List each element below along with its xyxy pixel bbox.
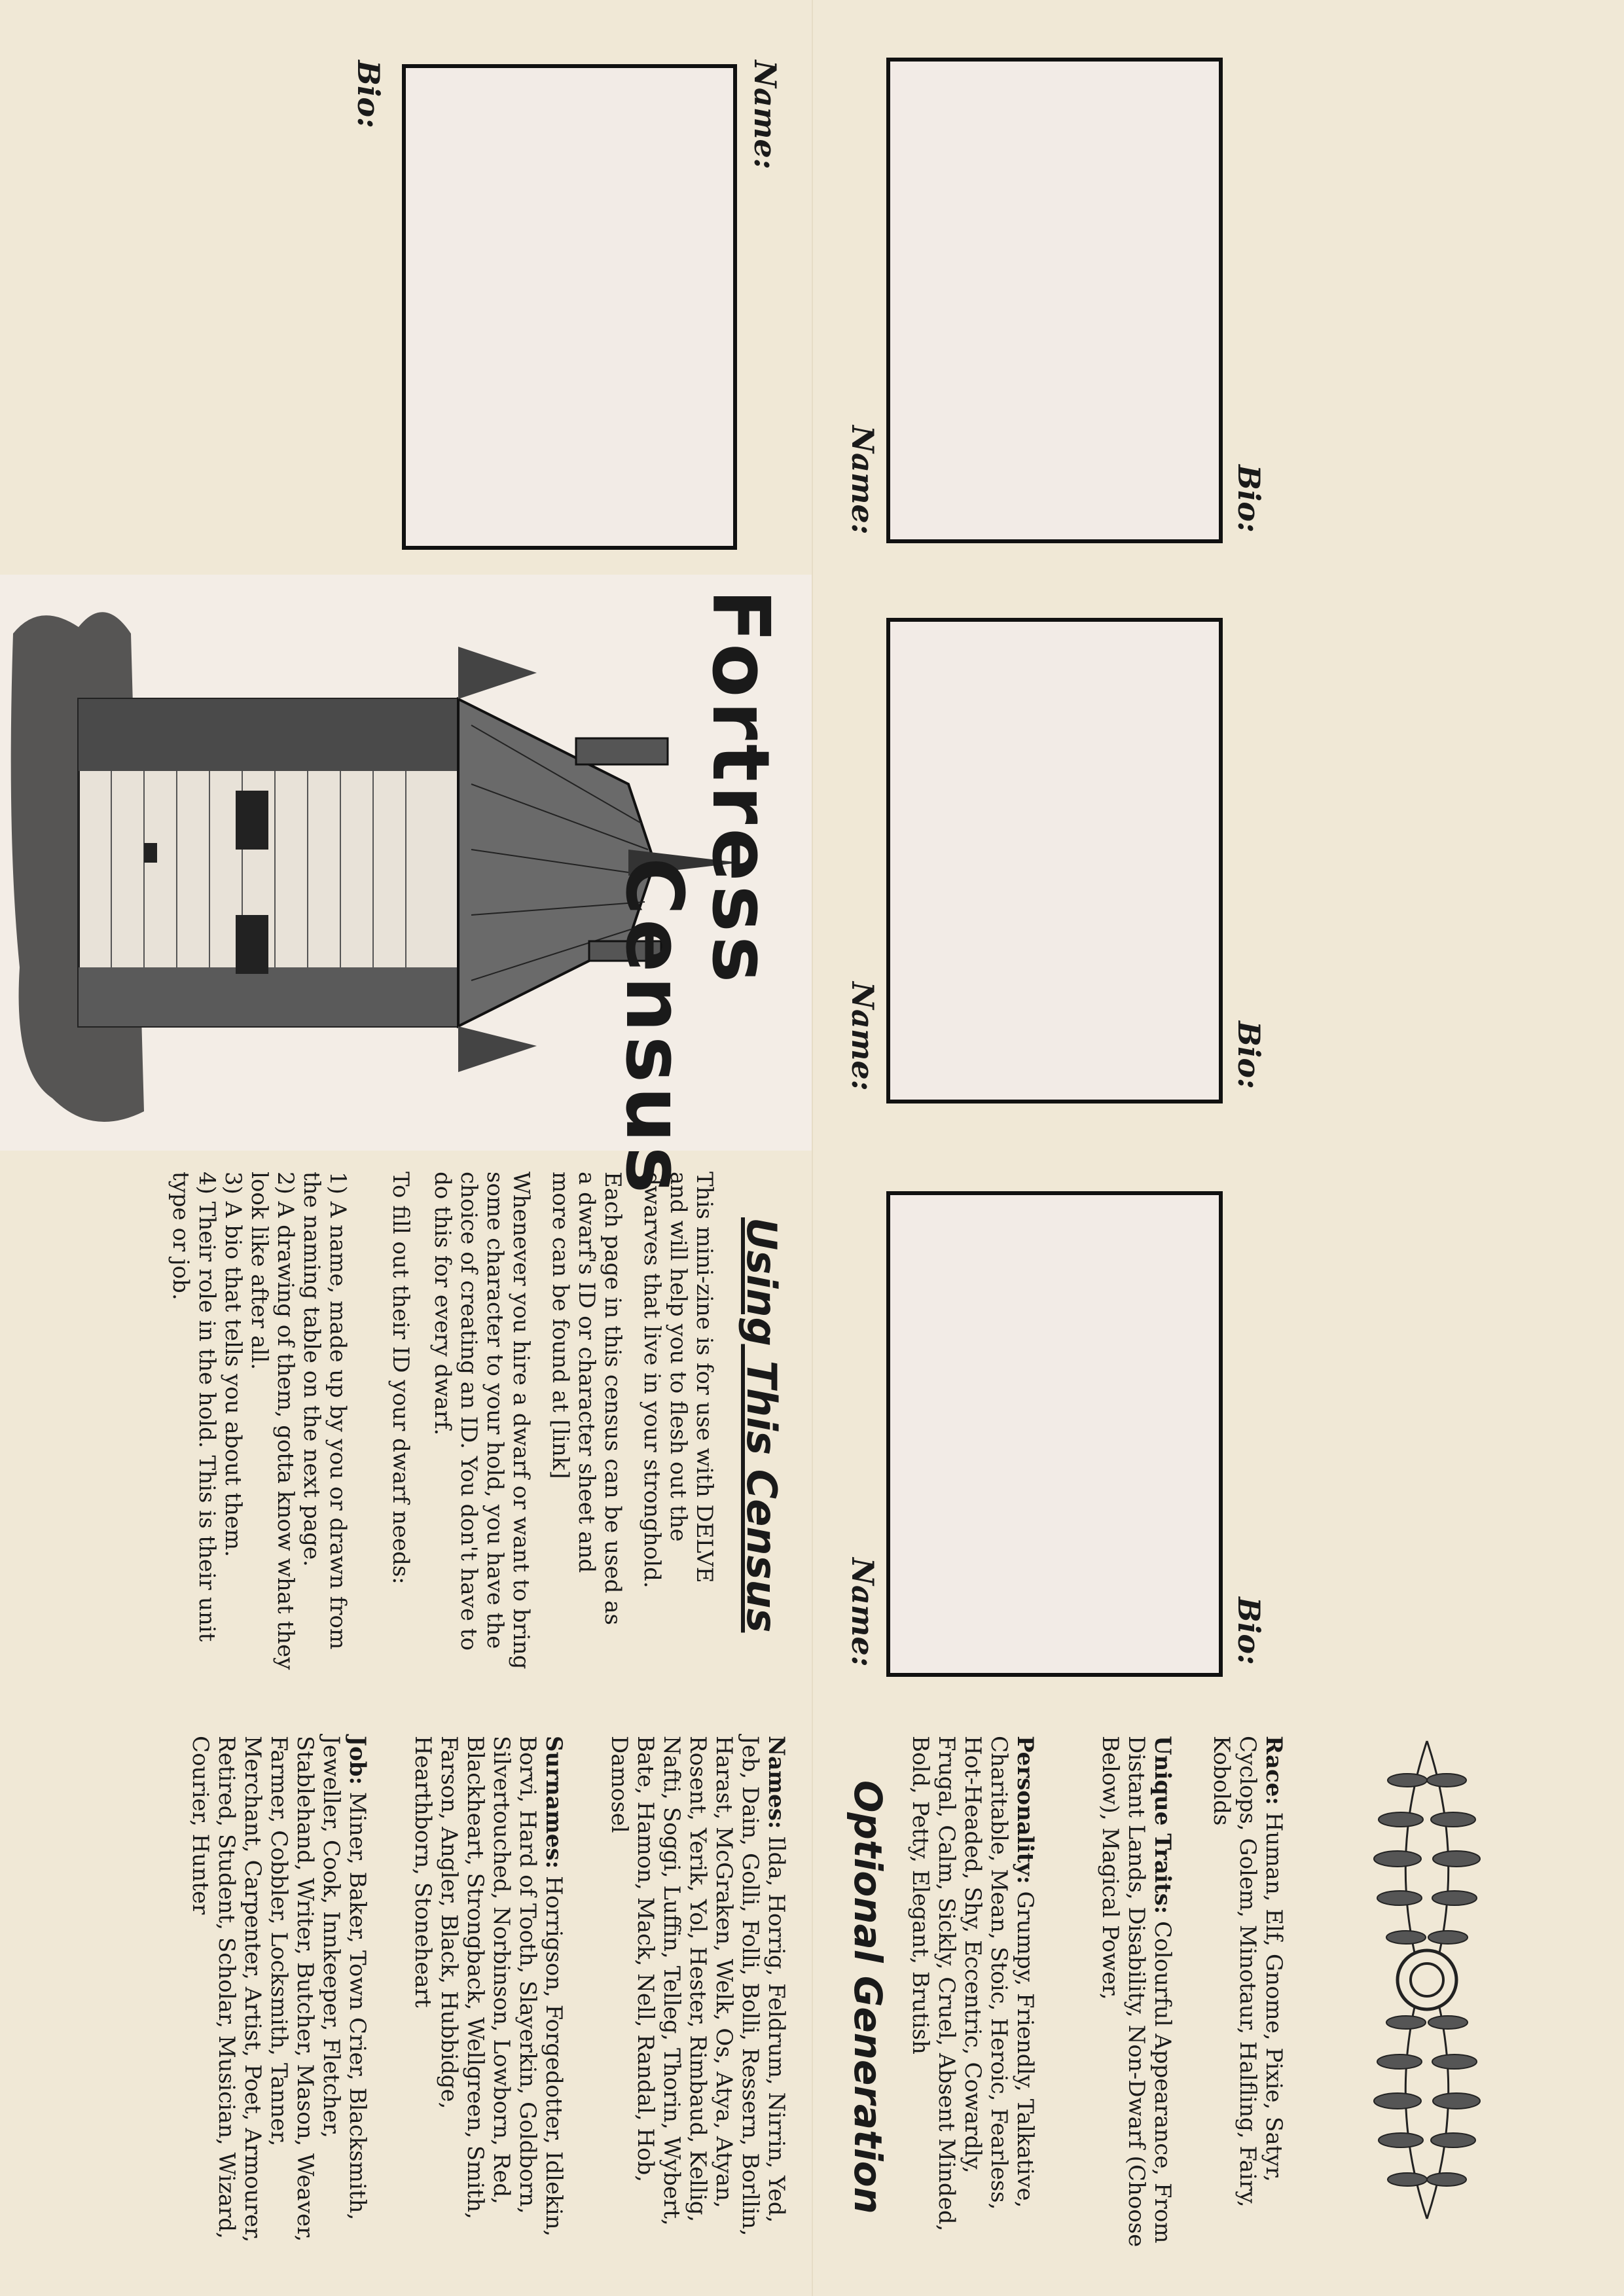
job-list: Miner, Baker, Town Crier, Blacksmith, Jeweller, Cook, Innkeeper, Fletcher, Stablehand, Writer, Butcher, Mason, Weaver, Farmer, Cobbler, Locksmith, Tanner, Merchant, Carpenter, Artist, Poet, Armourer, Retired, Student, Scholar, Musician, Wizard, Courier, Hunter [187,1736,370,2243]
using-item-1: 1) A name, made up by you or drawn from the naming table on the next page. [298,1172,351,1650]
using-item-2: 2) A drawing of them, gotta know what they look like after all. [246,1172,298,1670]
names-label: Names: [763,1736,789,1829]
names-list: Ilda, Horrig, Feldrum, Nirrin, Yed, Jeb, Dain, Golli, Folli, Bolli, Ressern, Borllin, Harast, McGraken, Welk, Os, Atya, Atyan, Rosent, Yerik, Yol, Hester, Rimbaud, Kellig, Nafti, Soggi, Luffin, Telleg, Thorin, Wybert, Bate, Hamon, Mack, Nell, Randal, Hob, Damosel [606,1736,789,2236]
traits-list: Colourful Appearance, From Distant Lands, Disability, Non-Dwarf (Choose Below), Magical Power, [1097,1736,1176,2248]
fold-line [812,0,813,2296]
bio-label: Bio: [1231,465,1267,533]
portrait-box[interactable] [886,618,1223,1103]
traits-block [1097,1736,1176,2253]
using-p2: Each page in this census can be used as a dwarf's ID or character sheet and more can be found at [link] [547,1172,626,1625]
using-p4: To fill out their ID your dwarf needs: [388,1172,414,1585]
title-fortress: Fortress [695,589,785,987]
job-block [187,1736,370,2253]
laurel-drawing [1362,1728,1492,2232]
bio-label: Bio: [1231,1021,1267,1090]
job-label: Job: [344,1736,370,1785]
race-block [1208,1736,1287,2253]
personality-list: Grumpy, Friendly, Talkative, Charitable, Mean, Stoic, Heroic, Fearless, Hot-Headed, Shy, Eccentric, Cowardly, Frugal, Calm, Sickly, Cruel, Absent Minded, Bold, Petty, Elegant, Brutish [907,1736,1038,2232]
personality-label: Personality: [1012,1736,1038,1884]
laurel-ornament [1362,1728,1492,2232]
using-heading: Using This Census [738,1217,785,1633]
using-p1: This mini-zine is for use with DELVE and will help you to flesh out the dwarves that live in your stronghold. [639,1172,717,1588]
name-label: Name: [845,1558,880,1667]
using-item-4: 4) Their role in the hold. This is their unit type or job. [168,1172,220,1642]
surnames-list: Horrigson, Forgedotter, Idlekin, Borvi, Hard of Tooth, Slayerkin, Goldborn, Silvertouched, Norbinson, Lowborn, Red, Blackheart, Strongback, Wellgreen, Smith, Farson, Angler, Black, Hubbidge, Hearthborn, Stoneheart [410,1736,567,2237]
personality-block [907,1736,1038,2253]
race-list: Human, Elf, Gnome, Pixie, Satyr, Cyclops, Golem, Minotaur, Halfling, Fairy, Kobolds [1208,1736,1287,2208]
bio-label: Bio: [1231,1597,1267,1666]
names-block [606,1736,789,2253]
name-label: Name: [748,60,783,170]
race-label: Race: [1261,1736,1287,1805]
optional-heading: Optional Generation [846,1780,890,2214]
name-label: Name: [845,982,880,1091]
name-label: Name: [845,425,880,535]
portrait-box[interactable] [886,58,1223,543]
surnames-label: Surnames: [541,1736,567,1869]
using-p3: Whenever you hire a dwarf or want to bring some character to your hold, you have the choice of creating an ID. You don't have to do this for every dwarf. [429,1172,534,1670]
portrait-box[interactable] [402,64,737,550]
traits-label: Unique Traits: [1149,1736,1176,1914]
using-item-3: 3) A bio that tells you about them. [220,1172,246,1558]
portrait-box[interactable] [886,1191,1223,1677]
title-census: Census [608,857,699,1198]
bio-label: Bio: [351,60,386,129]
surnames-block [410,1736,567,2253]
